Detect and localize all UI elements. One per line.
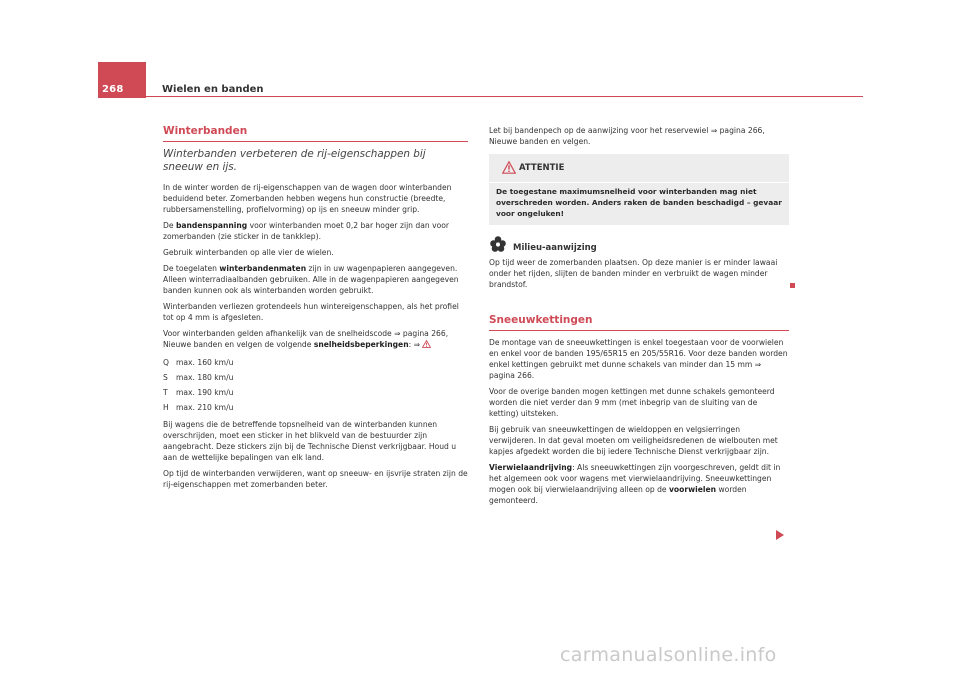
warning-box	[489, 154, 789, 225]
paragraph: Bij gebruik van sneeuwkettingen de wieldoppen en velgsierringen verwijderen. In dat geval moeten om veiligheidsredenen de wielbouten met kapjes afgedekt worden die bij iedere Technische Dienst verkrijgbaar zijn.	[489, 425, 778, 456]
page-number: 268	[102, 84, 124, 95]
warning-triangle-icon	[502, 161, 516, 174]
speed-limit-row: H max. 210 km/u	[163, 403, 234, 412]
paragraph: Bij wagens die de betreffende topsnelheid van de winterbanden kunnen overschrijden, moet een sticker in het blikveld van de bestuurder zijn aangebracht. Deze stickers zijn bij de Technische Dienst verkrijgbaar. Houd u aan de wettelijke bepalingen van elk land.	[163, 420, 457, 462]
warning-text: De toegestane maximumsnelheid voor winterbanden mag niet overschreden worden. Anders raken de banden beschadigd – gevaar voor ongeluken!	[489, 182, 789, 225]
paragraph: Winterbanden verliezen grotendeels hun wintereigenschappen, als het profiel tot op 4 mm is afgesleten.	[163, 302, 459, 322]
paragraph: Voor de overige banden mogen kettingen met dunne schakels gemonteerd worden die niet verder dan 9 mm (met inbegrip van de sluiting van de ketting) uitsteken.	[489, 387, 775, 418]
speed-limit-row: S max. 180 km/u	[163, 373, 234, 382]
paragraph: De montage van de sneeuwkettingen is enkel toegestaan voor de voorwielen en enkel voor de banden 195/65R15 en 205/55R16. Voor deze banden worden enkel kettingen gebruikt met dunne schakels van minder dan 15 mm ⇒ pagina 266.	[489, 338, 788, 380]
speed-limit-row: Q max. 160 km/u	[163, 358, 234, 367]
warning-triangle-icon	[422, 340, 431, 348]
right-column	[489, 125, 789, 511]
environment-note-header	[489, 235, 789, 255]
left-column	[163, 125, 468, 495]
paragraph: De bandenspanning voor winterbanden moet 0,2 bar hoger zijn dan voor zomerbanden (zie sticker in de tankklep).	[163, 221, 450, 241]
speed-limit-row: T max. 190 km/u	[163, 388, 234, 397]
paragraph: Voor winterbanden gelden afhankelijk van de snelheidscode ⇒ pagina 266, Nieuwe banden en velgen de volgende snelheidsbeperkingen: ⇒	[163, 329, 449, 349]
warning-header	[489, 154, 789, 182]
section-subtitle: Winterbanden verbeteren de rij-eigenschappen bij sneeuw en ijs.	[163, 148, 426, 173]
environment-note-text: Op tijd weer de zomerbanden plaatsen. Op deze manier is er minder lawaai onder het rijden, slijten de banden minder en verbruikt de wagen minder brandstof.	[489, 258, 778, 289]
paragraph: In de winter worden de rij-eigenschappen van de wagen door winterbanden beduidend beter. Zomerbanden hebben wegens hun constructie (breedte, rubbersamenstelling, profielvorming) op ijs en sneeuw minder grip.	[163, 183, 452, 214]
paragraph: Let bij bandenpech op de aanwijzing voor het reservewiel ⇒ pagina 266, Nieuwe banden en velgen.	[489, 126, 765, 146]
paragraph: Op tijd de winterbanden verwijderen, want op sneeuw- en ijsvrije straten zijn de rij-eigenschappen met zomerbanden beter.	[163, 469, 468, 489]
section-end-marker	[790, 283, 795, 288]
warning-title: ATTENTIE	[519, 163, 565, 173]
paragraph: Vierwielaandrijving: Als sneeuwkettingen zijn voorgeschreven, geldt dit in het algemeen ook voor wagens met vierwielaandrijving. Sneeuwkettingen mogen ook bij vierwielaandrijving alleen op de voorwielen worden gemonteerd.	[489, 463, 781, 505]
header-rule	[146, 96, 863, 97]
watermark: carmanualsonline.info	[560, 644, 777, 666]
paragraph: Gebruik winterbanden op alle vier de wielen.	[163, 248, 334, 257]
flower-icon	[489, 235, 507, 253]
continue-arrow-icon	[776, 530, 784, 540]
chapter-title: Wielen en banden	[162, 84, 264, 95]
section-title-sneeuwkettingen: Sneeuwkettingen	[489, 314, 789, 331]
environment-note-title: Milieu-aanwijzing	[513, 243, 597, 253]
paragraph: De toegelaten winterbandenmaten zijn in uw wagenpapieren aangegeven. Alleen winterradiaalbanden gebruiken. Alle in de wagenpapieren aangegeven banden kunnen ook als winterbanden worden gebruikt.	[163, 264, 459, 295]
section-title-winterbanden: Winterbanden	[163, 125, 468, 142]
